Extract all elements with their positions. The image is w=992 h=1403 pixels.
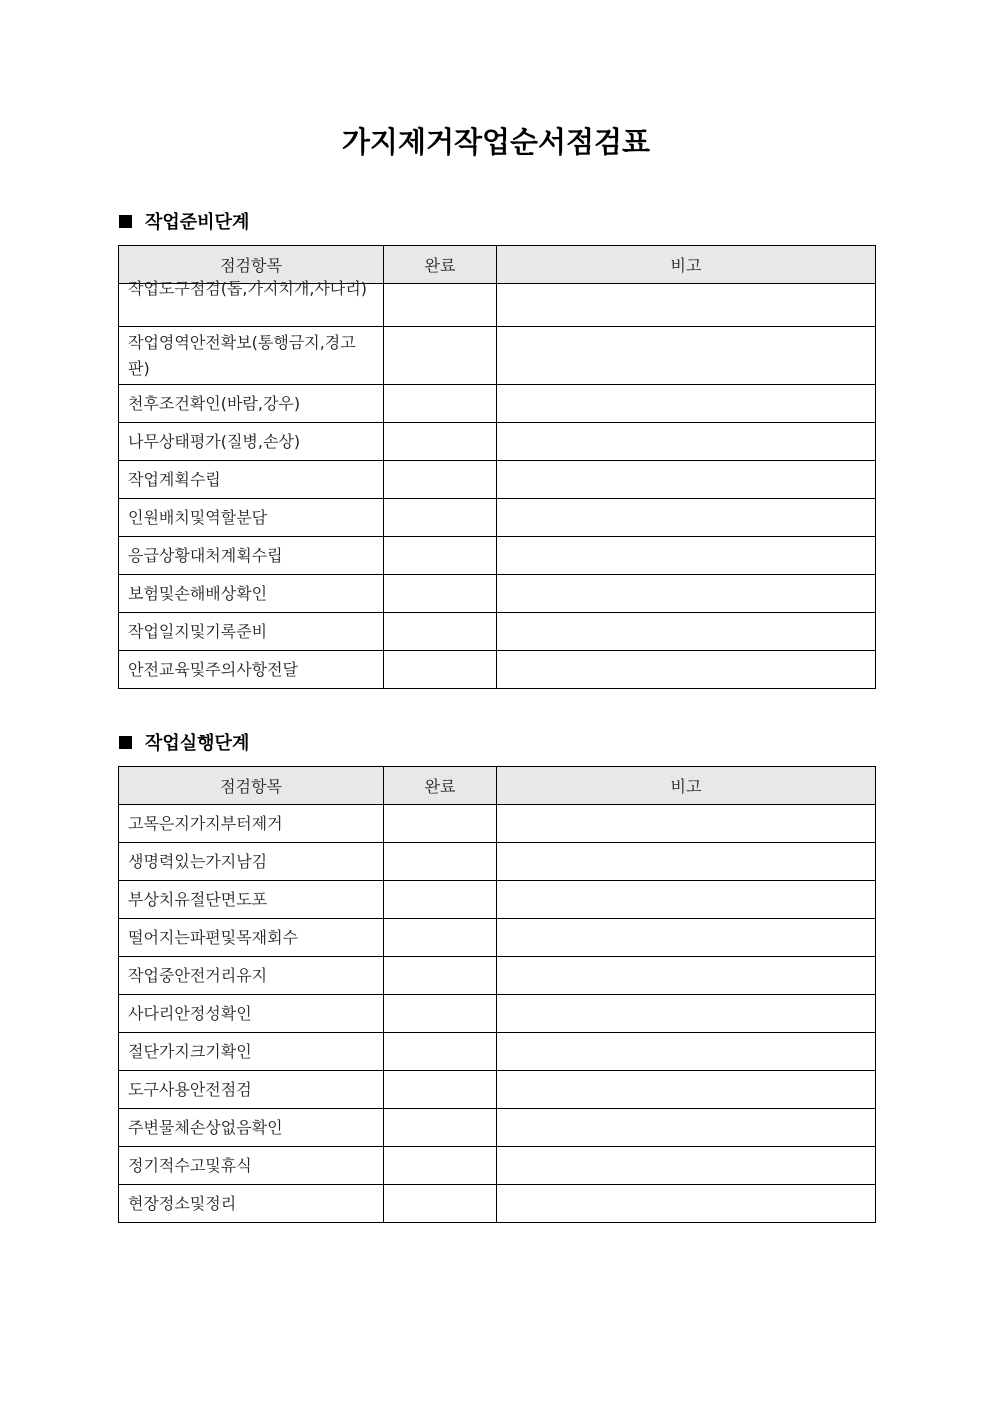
table-row [119, 461, 876, 499]
done-cell[interactable] [384, 284, 497, 327]
done-cell[interactable] [384, 1033, 497, 1071]
check-item: 나무상태평가(질병,손상) [119, 423, 384, 461]
done-cell[interactable] [384, 499, 497, 537]
note-cell[interactable] [497, 385, 876, 423]
table-row [119, 537, 876, 575]
check-item: 주변물체손상없음확인 [119, 1109, 384, 1147]
section-heading-execution [119, 729, 249, 755]
section-heading-preparation [119, 208, 249, 234]
section-heading-label: 작업실행단계 [145, 733, 250, 754]
note-cell[interactable] [497, 1147, 876, 1185]
note-cell[interactable] [497, 1185, 876, 1223]
table-row [119, 327, 876, 385]
note-cell[interactable] [497, 1033, 876, 1071]
done-cell[interactable] [384, 327, 497, 385]
column-header-note: 비고 [497, 767, 876, 805]
done-cell[interactable] [384, 651, 497, 689]
done-cell[interactable] [384, 1147, 497, 1185]
check-item [119, 279, 384, 327]
done-cell[interactable] [384, 1185, 497, 1223]
note-cell[interactable] [497, 575, 876, 613]
done-cell[interactable] [384, 613, 497, 651]
note-cell[interactable] [497, 881, 876, 919]
note-cell[interactable] [497, 957, 876, 995]
table-row [119, 881, 876, 919]
check-item: 절단가지크기확인 [119, 1033, 384, 1071]
done-cell[interactable] [384, 805, 497, 843]
done-cell[interactable] [384, 995, 497, 1033]
done-cell[interactable] [384, 1109, 497, 1147]
note-cell[interactable] [497, 284, 876, 327]
done-cell[interactable] [384, 881, 497, 919]
done-cell[interactable] [384, 1071, 497, 1109]
done-cell[interactable] [384, 461, 497, 499]
check-item: 현장정소및정리 [119, 1185, 384, 1223]
column-header-done: 완료 [384, 246, 497, 284]
note-cell[interactable] [497, 1071, 876, 1109]
check-item: 정기적수고및휴식 [119, 1147, 384, 1185]
note-cell[interactable] [497, 995, 876, 1033]
table-row [119, 919, 876, 957]
done-cell[interactable] [384, 957, 497, 995]
table-row [119, 1109, 876, 1147]
table-row [119, 499, 876, 537]
table-row [119, 575, 876, 613]
table-row [119, 843, 876, 881]
column-header-note: 비고 [497, 246, 876, 284]
table-row [119, 1033, 876, 1071]
check-item: 작업영역안전확보(통행금지,경고판) [119, 327, 384, 385]
check-item: 천후조건확인(바람,강우) [119, 385, 384, 423]
note-cell[interactable] [497, 919, 876, 957]
note-cell[interactable] [497, 805, 876, 843]
column-header-item: 점검항목 [119, 246, 384, 284]
table-header-row [119, 767, 876, 805]
check-item: 생명력있는가지남김 [119, 843, 384, 881]
table-row [119, 995, 876, 1033]
done-cell[interactable] [384, 843, 497, 881]
note-cell[interactable] [497, 843, 876, 881]
check-item: 작업일지및기록준비 [119, 613, 384, 651]
square-bullet-icon [119, 215, 132, 228]
check-item: 떨어지는파편및목재회수 [119, 919, 384, 957]
check-item: 인원배치및역할분담 [119, 499, 384, 537]
check-item-label: 작업도구점검(톱,가지치개,사다리) [128, 279, 368, 298]
done-cell[interactable] [384, 423, 497, 461]
check-item: 도구사용안전점검 [119, 1071, 384, 1109]
check-item: 작업계획수립 [119, 461, 384, 499]
note-cell[interactable] [497, 423, 876, 461]
note-cell[interactable] [497, 499, 876, 537]
check-item: 작업중안전거리유지 [119, 957, 384, 995]
square-bullet-icon [119, 736, 132, 749]
note-cell[interactable] [497, 461, 876, 499]
note-cell[interactable] [497, 537, 876, 575]
table-row [119, 957, 876, 995]
column-header-item: 점검항목 [119, 767, 384, 805]
preparation-checklist-table [118, 245, 876, 689]
check-item: 보험및손해배상확인 [119, 575, 384, 613]
done-cell[interactable] [384, 575, 497, 613]
table-row [119, 1071, 876, 1109]
check-item: 부상치유절단면도포 [119, 881, 384, 919]
done-cell[interactable] [384, 385, 497, 423]
done-cell[interactable] [384, 919, 497, 957]
table-row [119, 805, 876, 843]
table-row [119, 423, 876, 461]
table-row [119, 284, 876, 327]
note-cell[interactable] [497, 613, 876, 651]
check-item: 안전교육및주의사항전달 [119, 651, 384, 689]
table-row [119, 385, 876, 423]
column-header-done: 완료 [384, 767, 497, 805]
table-row [119, 1147, 876, 1185]
note-cell[interactable] [497, 1109, 876, 1147]
execution-checklist-table [118, 766, 876, 1223]
note-cell[interactable] [497, 327, 876, 385]
table-row [119, 651, 876, 689]
note-cell[interactable] [497, 651, 876, 689]
page-title: 가지제거작업순서점검표 [341, 125, 651, 159]
done-cell[interactable] [384, 537, 497, 575]
check-item: 고목은지가지부터제거 [119, 805, 384, 843]
check-item: 사다리안정성확인 [119, 995, 384, 1033]
table-row [119, 613, 876, 651]
table-row [119, 1185, 876, 1223]
section-heading-label: 작업준비단계 [145, 212, 250, 233]
check-item: 응급상황대처계획수립 [119, 537, 384, 575]
